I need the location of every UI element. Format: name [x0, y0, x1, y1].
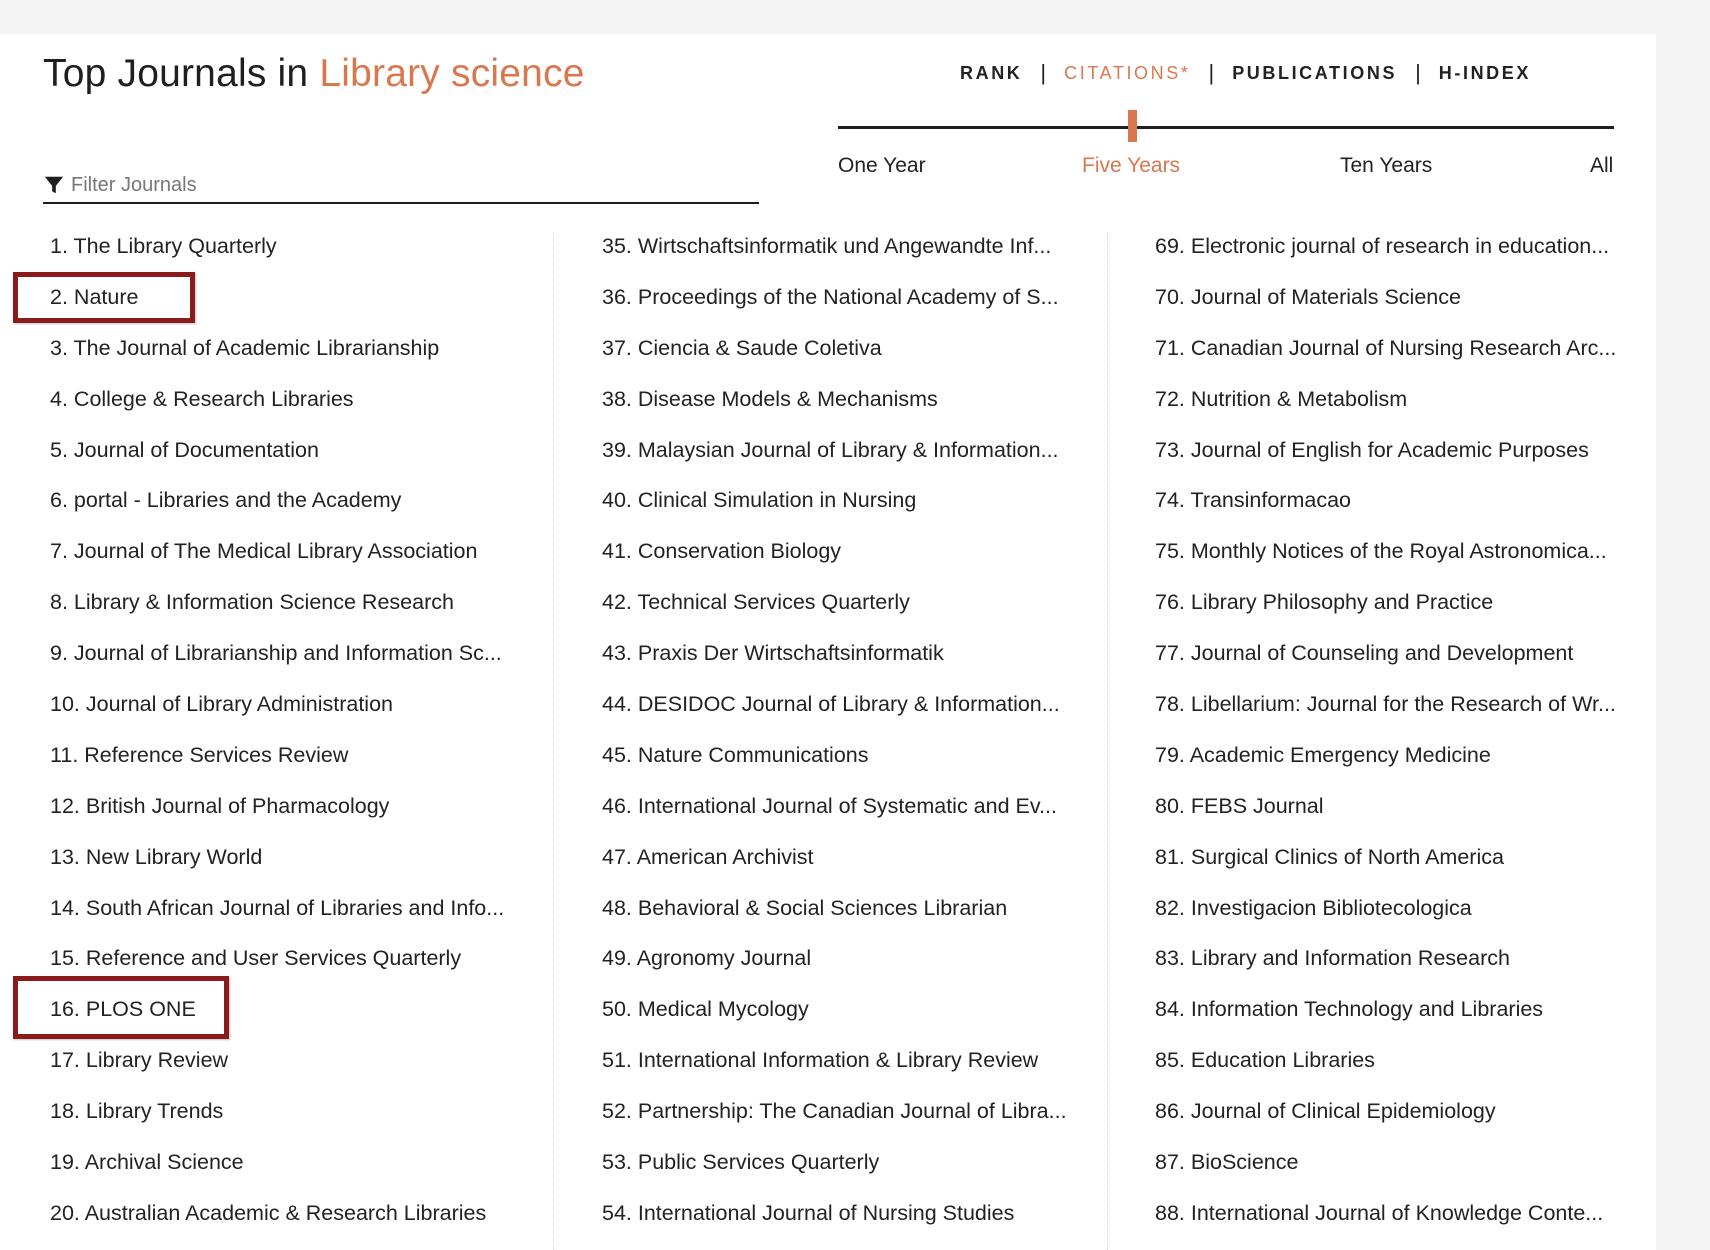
journal-rank-number: 39. [602, 437, 632, 462]
journal-rank-number: 5. [50, 437, 68, 462]
journal-name: BioScience [1190, 1150, 1299, 1175]
journal-rank-number: 53. [602, 1150, 632, 1175]
journal-name: Public Services Quarterly [637, 1150, 880, 1175]
journal-column-3 [1155, 226, 1645, 1244]
journal-name: New Library World [85, 844, 263, 869]
tab-separator: | [1208, 60, 1215, 85]
journal-list-item[interactable] [1155, 1091, 1645, 1142]
journal-name: British Journal of Pharmacology [85, 793, 390, 818]
journal-list-item[interactable] [1155, 938, 1645, 989]
journal-name: International Journal of Knowledge Conte... [1190, 1200, 1604, 1225]
journal-list-item[interactable] [602, 1142, 1072, 1193]
journal-list-item[interactable] [50, 226, 520, 277]
journal-name: Malaysian Journal of Library & Information... [637, 437, 1059, 462]
journal-list-item[interactable] [602, 735, 1072, 786]
journal-rank-number: 87. [1155, 1150, 1185, 1175]
journal-name: Monthly Notices of the Royal Astronomica... [1190, 539, 1607, 564]
journal-name: Canadian Journal of Nursing Research Arc... [1190, 335, 1617, 360]
journal-rank-number: 20. [50, 1200, 80, 1225]
journal-list-item[interactable] [1155, 531, 1645, 582]
journal-name: Journal of Documentation [73, 437, 319, 462]
journal-name: Transinformacao [1190, 488, 1351, 513]
journal-list-item[interactable] [1155, 480, 1645, 531]
journal-name: Library Trends [85, 1099, 224, 1124]
journal-column-1 [50, 226, 520, 1244]
journal-name: Proceedings of the National Academy of S... [637, 284, 1059, 309]
journal-rank-number: 85. [1155, 1048, 1185, 1073]
journal-list-item[interactable] [602, 1040, 1072, 1091]
journal-rank-number: 16. [50, 997, 80, 1022]
journal-rank-number: 40. [602, 488, 632, 513]
journal-rank-number: 14. [50, 895, 80, 920]
journal-rank-number: 74. [1155, 488, 1185, 513]
journal-name: DESIDOC Journal of Library & Information... [637, 692, 1060, 717]
range-option-five-years[interactable]: Five Years [1082, 154, 1181, 177]
journal-rank-number: 82. [1155, 895, 1185, 920]
journal-name: Information Technology and Libraries [1190, 997, 1544, 1022]
journal-rank-number: 12. [50, 793, 80, 818]
journal-rank-number: 15. [50, 946, 80, 971]
journal-name: Wirtschaftsinformatik und Angewandte Inf... [637, 234, 1052, 258]
journal-rank-number: 44. [602, 692, 632, 717]
journal-name: PLOS ONE [85, 997, 196, 1022]
time-range-slider-handle[interactable] [1128, 110, 1137, 142]
journal-name: Archival Science [84, 1150, 244, 1175]
journal-name: Partnership: The Canadian Journal of Libra... [637, 1099, 1067, 1124]
journal-rank-number: 75. [1155, 539, 1185, 564]
journal-name: American Archivist [636, 844, 814, 869]
journal-name: Nature Communications [637, 742, 869, 767]
column-divider [1107, 232, 1108, 1250]
journal-rank-number: 9. [50, 641, 68, 666]
journal-rank-number: 81. [1155, 844, 1185, 869]
journal-list-item[interactable] [50, 1040, 520, 1091]
journal-list-item[interactable] [50, 430, 520, 481]
journal-list-item[interactable] [1155, 1040, 1645, 1091]
page-title-field[interactable]: Library science [319, 52, 585, 95]
journal-list-item[interactable] [50, 1193, 520, 1244]
journal-name: Journal of Materials Science [1190, 284, 1461, 309]
page-title-prefix: Top Journals in [43, 52, 309, 95]
journal-list-item[interactable] [1155, 1193, 1645, 1244]
journal-name: Library Review [85, 1048, 229, 1073]
journal-name: Surgical Clinics of North America [1190, 844, 1504, 869]
journal-list-item[interactable] [50, 633, 520, 684]
journal-rank-number: 80. [1155, 793, 1185, 818]
page-title [43, 52, 585, 96]
journal-list-item[interactable] [50, 379, 520, 430]
journal-rank-number: 1. [50, 234, 68, 258]
journal-list-item[interactable] [1155, 226, 1645, 277]
journal-list-item[interactable] [1155, 888, 1645, 939]
journal-name: Journal of Clinical Epidemiology [1190, 1099, 1496, 1124]
journal-rank-number: 11. [50, 742, 79, 767]
journal-list-item[interactable] [50, 1142, 520, 1193]
journal-rank-number: 6. [50, 488, 68, 513]
journal-list-item[interactable] [50, 1091, 520, 1142]
journal-rank-number: 54. [602, 1200, 632, 1225]
journal-list-item[interactable] [602, 786, 1072, 837]
journal-name: portal - Libraries and the Academy [73, 488, 402, 513]
journal-name: Library and Information Research [1190, 946, 1510, 971]
journal-rank-number: 83. [1155, 946, 1185, 971]
journal-rank-number: 45. [602, 742, 632, 767]
journal-name: Library Philosophy and Practice [1190, 590, 1494, 615]
journal-name: Nutrition & Metabolism [1190, 386, 1408, 411]
journal-rank-number: 35. [602, 234, 632, 258]
journal-name: Libellarium: Journal for the Research of Wr... [1190, 692, 1616, 717]
journal-list-item[interactable] [602, 938, 1072, 989]
journal-rank-number: 49. [602, 946, 632, 971]
journal-list-item[interactable] [602, 531, 1072, 582]
journal-name: Clinical Simulation in Nursing [637, 488, 917, 513]
journal-name: Journal of Librarianship and Information Sc... [73, 641, 502, 666]
journal-rank-number: 88. [1155, 1200, 1185, 1225]
journal-name: The Library Quarterly [73, 234, 277, 258]
range-option-ten-years[interactable]: Ten Years [1340, 154, 1433, 177]
journal-name: Investigacion Bibliotecologica [1190, 895, 1472, 920]
journal-list-item[interactable] [602, 582, 1072, 633]
journal-list-item[interactable] [50, 837, 520, 888]
journal-name: Agronomy Journal [636, 946, 812, 971]
journal-name: Journal of English for Academic Purposes [1190, 437, 1589, 462]
journal-rank-number: 79. [1155, 742, 1185, 767]
journal-name: Ciencia & Saude Coletiva [637, 335, 882, 360]
journal-name: The Journal of Academic Librarianship [73, 335, 440, 360]
time-range-slider-track[interactable] [838, 126, 1614, 129]
journal-list-item[interactable] [1155, 989, 1645, 1040]
journal-name: Academic Emergency Medicine [1189, 742, 1491, 767]
journal-rank-number: 8. [50, 590, 68, 615]
tab-separator: | [1415, 60, 1421, 85]
journal-name: International Journal of Systematic and Ev... [637, 793, 1057, 818]
journal-list-item[interactable] [602, 430, 1072, 481]
journal-rank-number: 36. [602, 284, 632, 309]
journal-name: Education Libraries [1190, 1048, 1375, 1073]
journal-rank-number: 17. [50, 1048, 80, 1073]
journal-list-item[interactable] [1155, 735, 1645, 786]
tab-citations[interactable]: CITATIONS* [1064, 62, 1191, 83]
journal-list-item[interactable] [50, 735, 520, 786]
journal-name: International Information & Library Review [637, 1048, 1039, 1073]
journal-rank-number: 51. [602, 1048, 632, 1073]
range-option-one-year[interactable]: One Year [838, 154, 926, 177]
journal-rank-number: 42. [602, 590, 632, 615]
journal-list-item[interactable] [1155, 837, 1645, 888]
journal-rank-number: 46. [602, 793, 632, 818]
journal-rank-number: 77. [1155, 641, 1185, 666]
journal-rank-number: 18. [50, 1099, 80, 1124]
journal-name: South African Journal of Libraries and Info... [85, 895, 505, 920]
journal-rank-number: 76. [1155, 590, 1185, 615]
journal-name: Medical Mycology [637, 997, 809, 1022]
journal-name: College & Research Libraries [73, 386, 354, 411]
journal-name: Technical Services Quarterly [637, 590, 910, 615]
journal-list-item[interactable] [1155, 633, 1645, 684]
journal-rank-number: 50. [602, 997, 632, 1022]
filter-bar [43, 168, 759, 204]
journal-rank-number: 3. [50, 335, 68, 360]
journal-rank-number: 73. [1155, 437, 1185, 462]
journal-list-item[interactable] [50, 328, 520, 379]
journal-list-item[interactable] [602, 684, 1072, 735]
journal-rank-number: 7. [50, 539, 68, 564]
journal-rank-number: 69. [1155, 234, 1185, 258]
journal-name: International Journal of Nursing Studies [637, 1200, 1015, 1225]
journal-rank-number: 41. [602, 539, 632, 564]
journal-list-item[interactable] [602, 379, 1072, 430]
journal-rank-number: 19. [50, 1150, 80, 1175]
journal-name: Nature [73, 284, 139, 309]
journal-rank-number: 52. [602, 1099, 632, 1124]
journal-rank-number: 37. [602, 335, 632, 360]
journal-name: Reference Services Review [84, 742, 349, 767]
journal-list-item[interactable] [602, 328, 1072, 379]
journal-name: FEBS Journal [1190, 793, 1324, 818]
journal-list-item[interactable] [50, 786, 520, 837]
journal-name: Disease Models & Mechanisms [637, 386, 938, 411]
journal-rank-number: 70. [1155, 284, 1185, 309]
journal-list-item[interactable] [50, 480, 520, 531]
journal-list-item[interactable] [602, 480, 1072, 531]
journal-name: Behavioral & Social Sciences Librarian [637, 895, 1008, 920]
journal-name: Journal of The Medical Library Association [73, 539, 478, 564]
journal-rank-number: 72. [1155, 386, 1185, 411]
filter-journals-input[interactable] [71, 174, 759, 197]
journal-name: Electronic journal of research in education... [1190, 234, 1610, 258]
journal-list-item[interactable] [50, 582, 520, 633]
journal-name: Praxis Der Wirtschaftsinformatik [637, 641, 944, 666]
journal-list-item[interactable] [1155, 786, 1645, 837]
journal-rank-number: 86. [1155, 1099, 1185, 1124]
journal-list-item[interactable] [1155, 1142, 1645, 1193]
journal-list-item[interactable] [50, 531, 520, 582]
journal-list-item[interactable] [50, 938, 520, 989]
journal-name: Library & Information Science Research [73, 590, 454, 615]
journal-list-item[interactable] [1155, 379, 1645, 430]
journal-rank-number: 10. [50, 692, 80, 717]
journal-name: Journal of Counseling and Development [1190, 641, 1574, 666]
journal-list-item[interactable] [1155, 684, 1645, 735]
journal-list-item[interactable] [1155, 328, 1645, 379]
journal-rank-number: 84. [1155, 997, 1185, 1022]
journal-name: Journal of Library Administration [85, 692, 393, 717]
journal-list-item[interactable] [602, 633, 1072, 684]
journal-list-item[interactable] [602, 989, 1072, 1040]
journal-list-item[interactable] [1155, 430, 1645, 481]
journal-list-item[interactable] [1155, 277, 1645, 328]
journal-list-item[interactable] [602, 226, 1072, 277]
column-divider [553, 232, 554, 1250]
journal-list-item[interactable] [602, 1091, 1072, 1142]
journal-list-item[interactable] [602, 1193, 1072, 1244]
tab-h-index[interactable]: H-INDEX [1438, 62, 1531, 83]
journal-rank-number: 13. [50, 844, 80, 869]
journal-list-item[interactable] [50, 989, 520, 1040]
journal-rank-number: 71. [1155, 335, 1185, 360]
journal-rank-number: 78. [1155, 692, 1185, 717]
range-option-all[interactable]: All [1590, 154, 1614, 177]
journal-list-item[interactable] [602, 837, 1072, 888]
journal-rank-number: 38. [602, 386, 632, 411]
tab-publications[interactable]: PUBLICATIONS [1232, 62, 1398, 83]
journal-name: Conservation Biology [637, 539, 842, 564]
journal-rank-number: 47. [602, 844, 632, 869]
tab-separator: | [1040, 60, 1047, 85]
journal-list-item[interactable] [50, 888, 520, 939]
journal-rank-number: 4. [50, 386, 68, 411]
filter-funnel-icon [43, 174, 65, 196]
tab-rank[interactable]: RANK [960, 62, 1023, 83]
journal-list-item[interactable] [50, 277, 520, 328]
journal-list-item[interactable] [602, 277, 1072, 328]
journal-rank-number: 48. [602, 895, 632, 920]
journal-list-item[interactable] [50, 684, 520, 735]
journal-name: Reference and User Services Quarterly [85, 946, 462, 971]
journal-name: Australian Academic & Research Libraries [84, 1200, 487, 1225]
journal-list-item[interactable] [602, 888, 1072, 939]
journal-rank-number: 43. [602, 641, 632, 666]
journal-list-item[interactable] [1155, 582, 1645, 633]
sort-tabs [960, 60, 1531, 86]
journal-column-2 [602, 226, 1072, 1244]
journal-rank-number: 2. [50, 284, 68, 309]
